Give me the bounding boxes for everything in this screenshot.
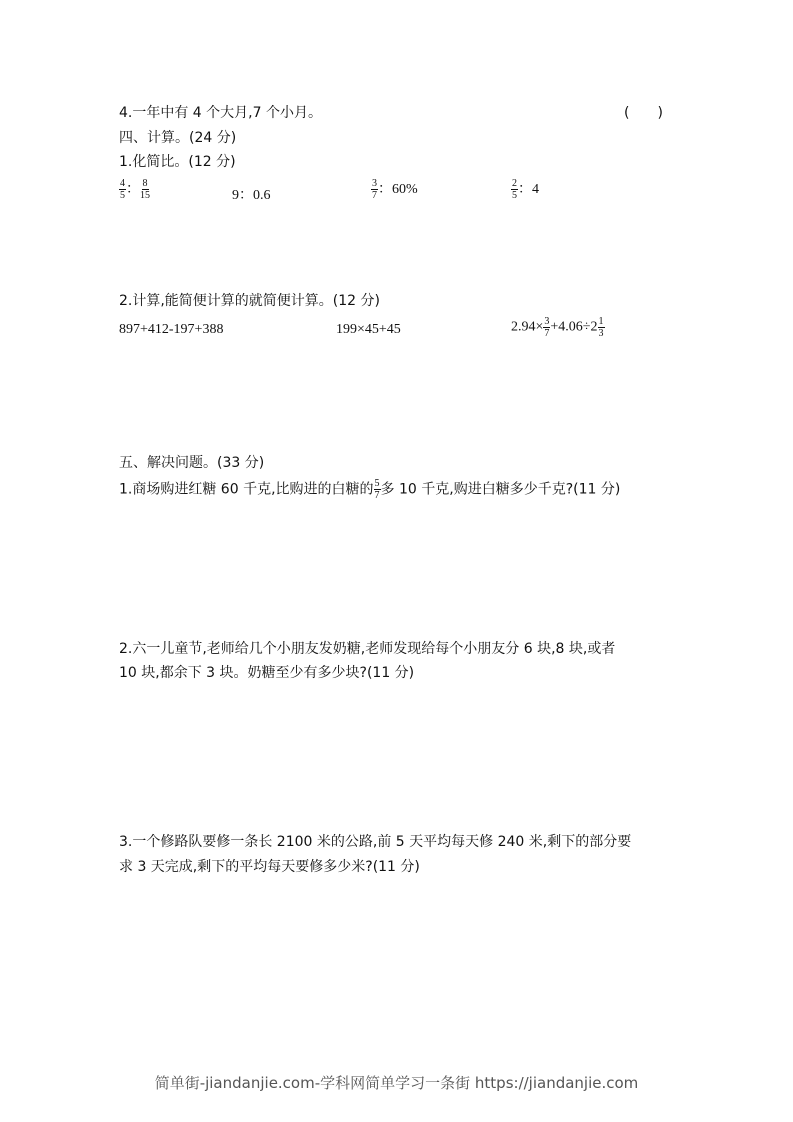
denominator: 3 (598, 328, 604, 339)
denominator: 7 (374, 490, 380, 501)
numerator: 8 (142, 178, 148, 190)
problem-3-line-2: 求 3 天完成,剩下的平均每天要修多少米?(11 分) (119, 859, 420, 875)
problem-1 (119, 478, 620, 501)
expr-2: 199×45+45 (336, 322, 401, 337)
ratio-3 (371, 178, 418, 201)
section-5-title: 五、解决问题。(33 分) (119, 455, 265, 471)
ratio-1 (119, 178, 150, 201)
numerator: 5 (374, 478, 380, 489)
item-4: 4.一年中有 4 个大月,7 个小月。 (119, 105, 322, 121)
q2-title: 2.计算,能简便计算的就简便计算。(12 分) (119, 293, 380, 309)
problem-2-line-1: 2.六一儿童节,老师给几个小朋友发奶糖,老师发现给每个小朋友分 6 块,8 块,或者 (119, 641, 616, 657)
expr-3 (511, 316, 605, 339)
problem-text: 多 10 千克,购进白糖多少千克?(11 分) (380, 481, 621, 498)
problem-text: 1.商场购进红糖 60 千克,比购进的白糖的 (119, 481, 374, 498)
denominator: 7 (544, 328, 550, 339)
numerator: 3 (372, 178, 377, 190)
q1-title: 1.化简比。(12 分) (119, 154, 236, 170)
expr-part: 2.94× (511, 319, 544, 335)
ratio-2: 9：0.6 (232, 188, 271, 203)
denominator: 15 (140, 190, 150, 202)
ratio-rest: ：60% (378, 182, 418, 197)
expr-1: 897+412-197+388 (119, 322, 224, 337)
denominator: 7 (372, 190, 377, 202)
problem-2-line-2: 10 块,都余下 3 块。奶糖至少有多少块?(11 分) (119, 665, 415, 681)
ratio-sign: ： (126, 182, 140, 197)
numerator: 1 (598, 316, 604, 327)
numerator: 3 (544, 316, 550, 327)
expr-part: +4.06÷2 (550, 319, 598, 335)
numerator: 4 (120, 178, 125, 190)
denominator: 5 (512, 190, 517, 202)
answer-blank: ( ) (624, 105, 663, 121)
section-4-title: 四、计算。(24 分) (119, 130, 237, 146)
numerator: 2 (512, 178, 517, 190)
footer-watermark: 简单街-jiandanjie.com-学科网简单学习一条街 https://jiandanjie.com (154, 1074, 639, 1092)
ratio-rest: ：4 (518, 182, 539, 197)
ratio-4 (511, 178, 539, 201)
denominator: 5 (120, 190, 125, 202)
problem-3-line-1: 3.一个修路队要修一条长 2100 米的公路,前 5 天平均每天修 240 米,剩下的部分要 (119, 834, 632, 850)
